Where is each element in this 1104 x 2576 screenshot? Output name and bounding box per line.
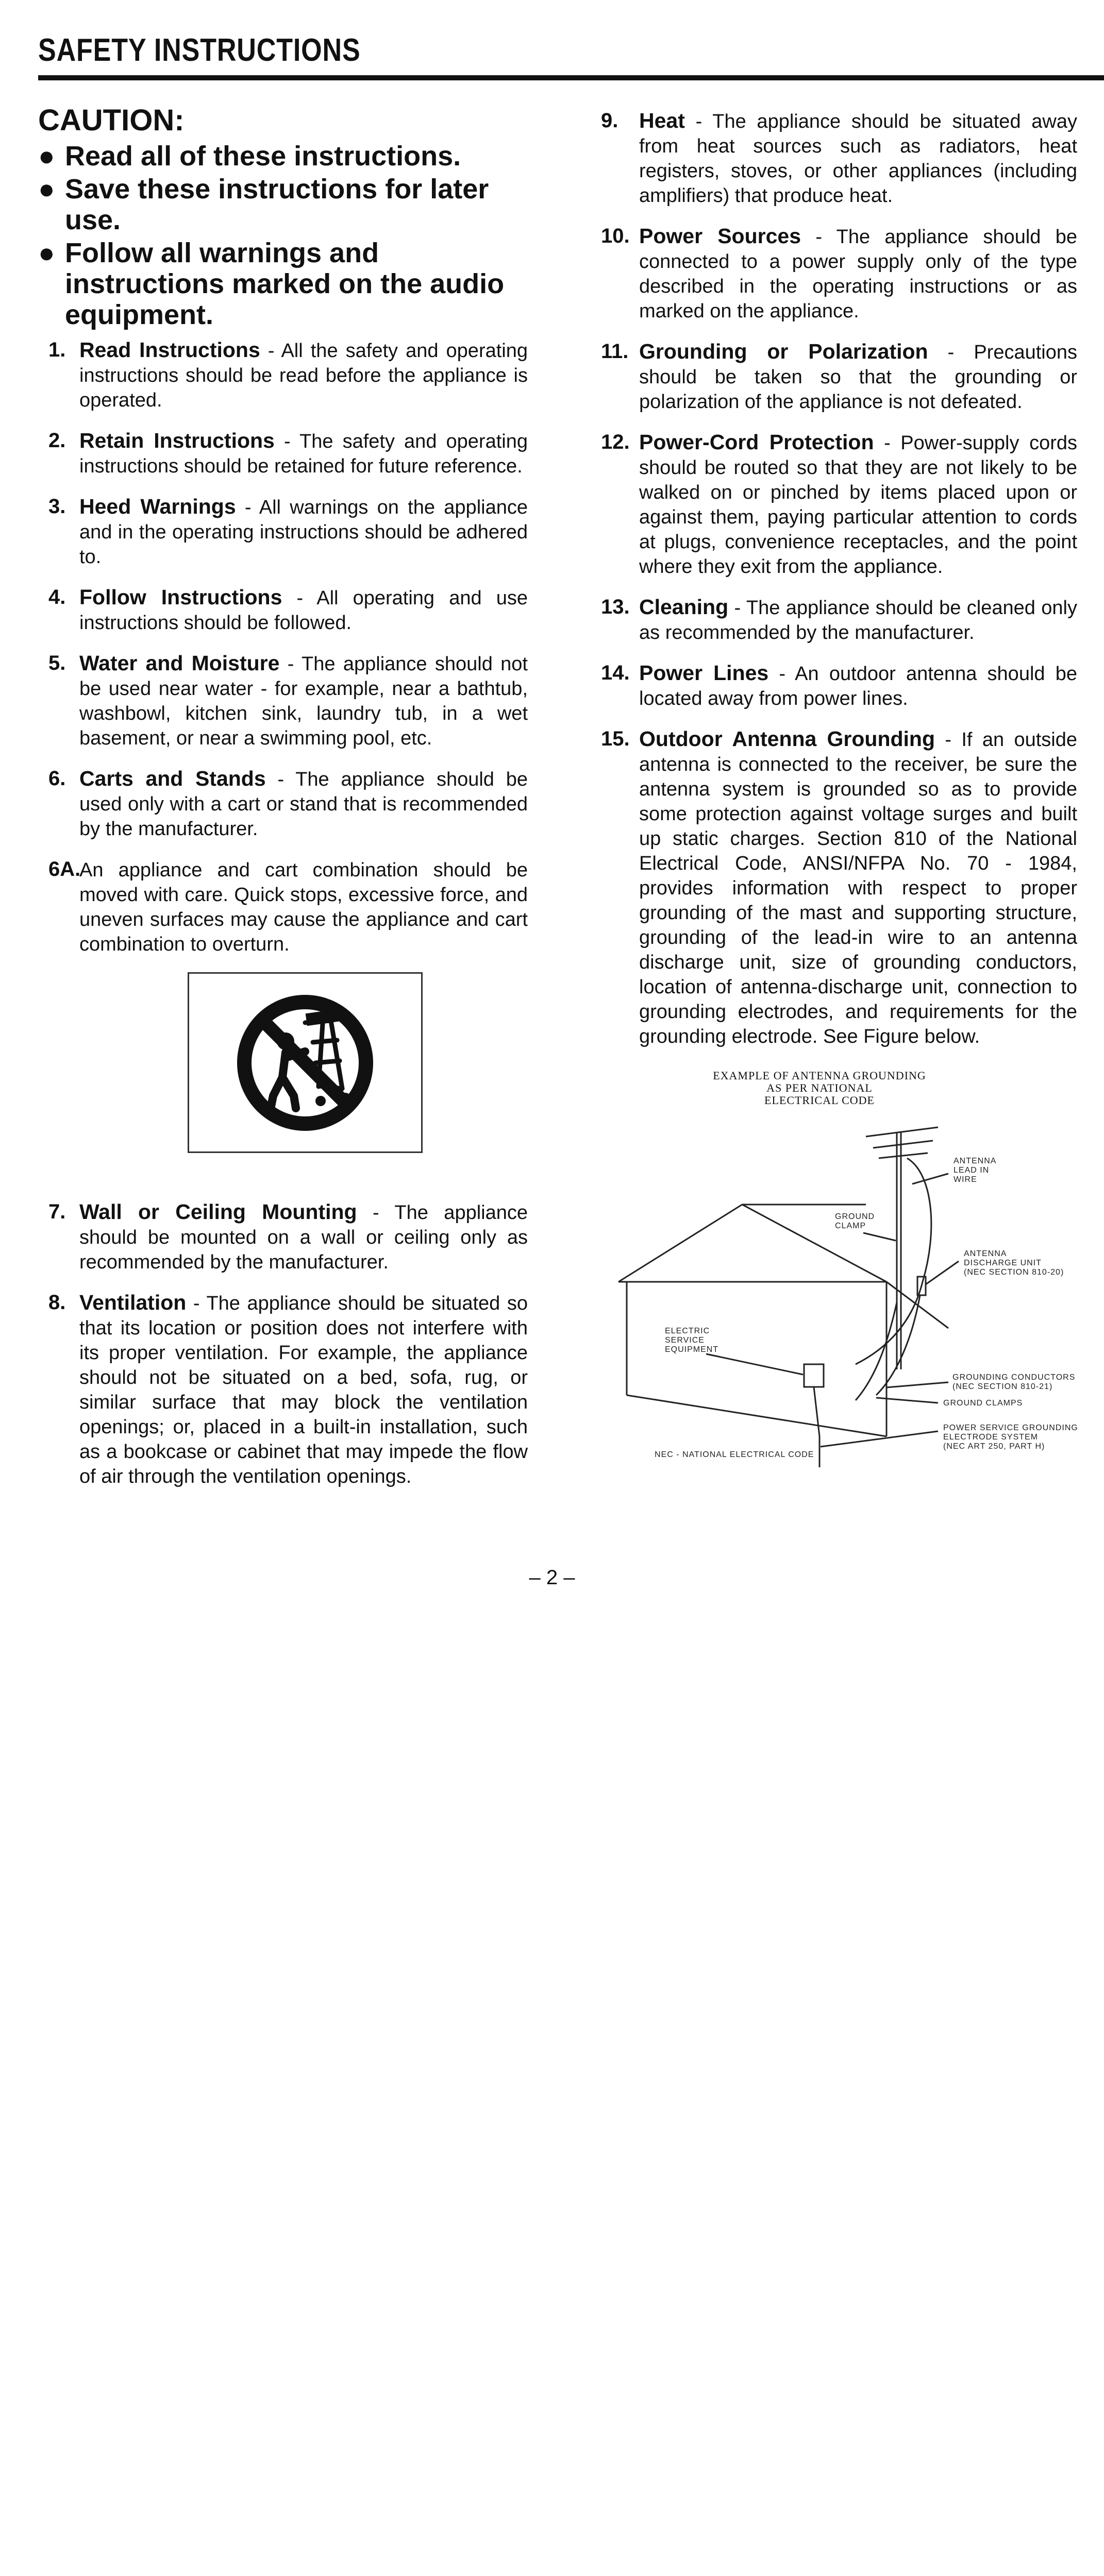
instruction-title: Carts and Stands	[79, 767, 266, 790]
bullet-icon: ●	[38, 174, 55, 205]
instruction-item	[588, 660, 1077, 711]
instruction-number: 2.	[48, 429, 66, 452]
instruction-title: Power Sources	[639, 224, 801, 248]
instruction-text: Wall or Ceiling Mounting - The appliance should be mounted on a wall or ceiling only as recommended by the manufacturer.	[79, 1200, 528, 1273]
left-column	[38, 103, 528, 1504]
instruction-text: Read Instructions - All the safety and operating instructions should be read before the appliance is operated.	[79, 338, 528, 411]
instruction-item	[588, 224, 1077, 324]
instruction-title: Heed Warnings	[79, 495, 236, 518]
instruction-text: Power-Cord Protection - Power-supply cords should be routed so that they are not likely to be walked on or pinched by items placed upon or against them, paying particular attention to cords at plugs, convenience receptacles, and the point where they exit from the appliance.	[639, 430, 1077, 578]
cart-warning-figure	[188, 972, 423, 1153]
right-column	[588, 108, 1077, 1501]
antenna-grounding-figure	[577, 1070, 1103, 1501]
bullet-icon: ●	[38, 238, 55, 268]
instruction-item	[38, 766, 528, 841]
instruction-item	[38, 494, 528, 569]
instruction-item	[38, 337, 528, 413]
instruction-text: Heed Warnings - All warnings on the appliance and in the operating instructions should be adhered to.	[79, 495, 528, 568]
instruction-text: Power Sources - The appliance should be connected to a power supply only of the type described in the operating instructions or as marked on the appliance.	[639, 224, 1077, 322]
instruction-number: 5.	[48, 652, 66, 674]
title-rule	[38, 75, 1104, 80]
figure-caption: EXAMPLE OF ANTENNA GROUNDING AS PER NATIONAL ELECTRICAL CODE	[713, 1069, 926, 1107]
svg-text:POWER SERVICE GROUNDING: POWER SERVICE GROUNDING	[943, 1423, 1078, 1432]
caution-heading: CAUTION:	[38, 104, 185, 137]
instruction-item	[588, 595, 1077, 645]
svg-text:GROUNDING CONDUCTORS: GROUNDING CONDUCTORS	[952, 1373, 1076, 1382]
svg-text:ELECTRIC: ELECTRIC	[665, 1327, 710, 1335]
instruction-title: Cleaning	[639, 595, 729, 619]
svg-text:ANTENNA: ANTENNA	[954, 1157, 997, 1165]
instruction-title: Read Instructions	[79, 338, 260, 362]
page-title: SAFETY INSTRUCTIONS	[38, 32, 361, 68]
svg-text:NEC - NATIONAL ELECTRICAL CODE: NEC - NATIONAL ELECTRICAL CODE	[655, 1450, 814, 1459]
caution-bullet: ● Read all of these instructions.	[38, 141, 461, 172]
cart-tipover-icon	[228, 986, 382, 1140]
instruction-item	[38, 1290, 528, 1489]
instruction-number: 3.	[48, 495, 66, 518]
instruction-item	[588, 726, 1077, 1049]
instruction-number: 14.	[601, 662, 630, 684]
instruction-text: Cleaning - The appliance should be cleaned only as recommended by the manufacturer.	[639, 595, 1077, 643]
instruction-text: Grounding or Polarization - Precautions should be taken so that the grounding or polarization of the appliance is not defeated.	[639, 340, 1077, 413]
svg-text:SERVICE: SERVICE	[665, 1336, 705, 1345]
instruction-item	[38, 1199, 528, 1275]
svg-text:(NEC SECTION 810-21): (NEC SECTION 810-21)	[952, 1382, 1053, 1391]
instruction-text: Follow Instructions - All operating and use instructions should be followed.	[79, 585, 528, 634]
instruction-number: 4.	[48, 586, 66, 608]
svg-text:LEAD IN: LEAD IN	[954, 1166, 990, 1175]
svg-text:ANTENNA: ANTENNA	[964, 1249, 1007, 1258]
caution-bullet: ● Follow all warnings and instructions marked on the audio equipment.	[38, 238, 505, 330]
instruction-number: 15.	[601, 727, 630, 750]
svg-text:GROUND: GROUND	[835, 1212, 875, 1221]
page-number: – 2 –	[529, 1566, 575, 1589]
instruction-text: Heat - The appliance should be situated away from heat sources such as radiators, heat registers, stoves, or other appliances (including amplifiers) that produce heat.	[639, 109, 1077, 207]
svg-text:GROUND CLAMPS: GROUND CLAMPS	[943, 1399, 1023, 1408]
instruction-item	[38, 857, 528, 957]
svg-text:EQUIPMENT: EQUIPMENT	[665, 1345, 719, 1354]
instruction-text: Carts and Stands - The appliance should be used only with a cart or stand that is recommended by the manufacturer.	[79, 767, 528, 840]
instruction-title: Follow Instructions	[79, 585, 282, 609]
instruction-title: Grounding or Polarization	[639, 340, 928, 363]
caution-list	[38, 141, 528, 330]
instruction-title: Ventilation	[79, 1291, 187, 1314]
bullet-icon: ●	[38, 141, 55, 172]
instruction-number: 9.	[601, 109, 618, 132]
instruction-number: 10.	[601, 225, 630, 247]
instruction-text: An appliance and cart combination should be moved with care. Quick stops, excessive force, and uneven surfaces may cause the appliance and cart combination to overturn.	[79, 859, 528, 955]
instruction-item	[588, 430, 1077, 579]
instruction-number: 1.	[48, 338, 66, 361]
instruction-number: 7.	[48, 1200, 66, 1223]
svg-text:(NEC SECTION 810-20): (NEC SECTION 810-20)	[964, 1268, 1064, 1277]
instruction-title: Retain Instructions	[79, 429, 275, 452]
instruction-title: Power-Cord Protection	[639, 430, 874, 454]
instruction-item	[588, 339, 1077, 414]
instruction-number: 13.	[601, 596, 630, 618]
svg-text:WIRE: WIRE	[954, 1175, 977, 1184]
instruction-item	[38, 651, 528, 751]
instruction-title: Power Lines	[639, 661, 769, 685]
antenna-grounding-diagram	[577, 1107, 1103, 1498]
instruction-text: Power Lines - An outdoor antenna should be located away from power lines.	[639, 661, 1078, 709]
instruction-item	[38, 585, 528, 635]
instruction-number: 8.	[48, 1291, 66, 1314]
svg-text:(NEC ART 250, PART H): (NEC ART 250, PART H)	[943, 1442, 1045, 1451]
instruction-title: Water and Moisture	[79, 651, 280, 675]
svg-text:CLAMP: CLAMP	[835, 1222, 866, 1230]
instruction-item	[588, 108, 1077, 208]
caution-bullet: ● Save these instructions for later use.	[38, 174, 489, 235]
instruction-text: Ventilation - The appliance should be situated so that its location or position does not interfere with its proper ventilation. For example, the appliance should not be situated on a bed, sofa, rug, or similar surface that may block the ventilation openings; or, placed in a built-in installation, such as a bookcase or cabinet that may impede the flow of air through the ventilation openings.	[79, 1291, 528, 1487]
instruction-item	[38, 428, 528, 479]
svg-text:DISCHARGE UNIT: DISCHARGE UNIT	[964, 1259, 1042, 1267]
instruction-title: Heat	[639, 109, 685, 132]
instruction-text: Outdoor Antenna Grounding - If an outside antenna is connected to the receiver, be sure the antenna system is grounded so as to provide some protection against voltage surges and built up static charges. Section 810 of the National Electrical Code, ANSI/NFPA No. 70 - 1984, provides information with respect to proper grounding of the mast and supporting structure, grounding of the lead-in wire to an antenna discharge unit, size of grounding conductors, location of antenna-discharge unit, connection to grounding electrodes, and requirements for the grounding electrode. See Figure below.	[639, 727, 1077, 1047]
instruction-number: 11.	[601, 340, 629, 363]
instruction-title: Outdoor Antenna Grounding	[639, 727, 935, 751]
instruction-number: 6.	[48, 767, 66, 790]
instruction-number: 12.	[601, 431, 630, 453]
instruction-text: Retain Instructions - The safety and operating instructions should be retained for future reference.	[79, 429, 528, 477]
instruction-number: 6A.	[48, 858, 81, 880]
instruction-text: Water and Moisture - The appliance should not be used near water - for example, near a bathtub, washbowl, kitchen sink, laundry tub, in a wet basement, or near a swimming pool, etc.	[79, 651, 528, 749]
svg-text:ELECTRODE SYSTEM: ELECTRODE SYSTEM	[943, 1433, 1039, 1442]
instruction-title: Wall or Ceiling Mounting	[79, 1200, 357, 1224]
